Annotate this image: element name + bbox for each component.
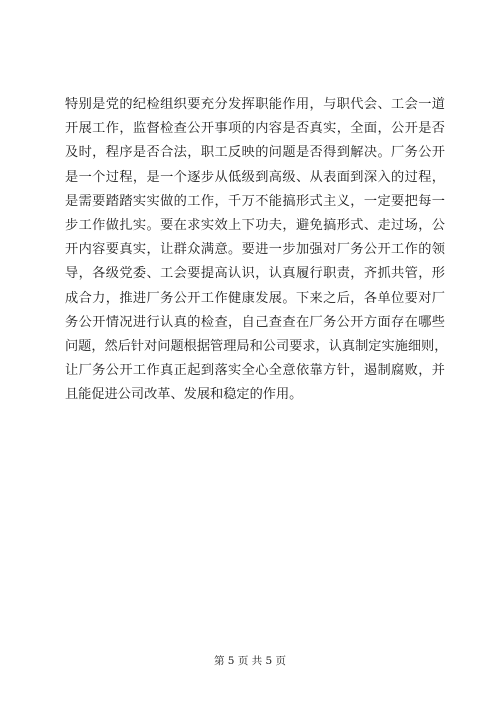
page-number-footer: 第 5 页 共 5 页 xyxy=(213,655,287,667)
text-line: 开内容要真实，让群众满意。要进一步加强对厂务公开工作的领 xyxy=(65,242,445,258)
text-line: 成合力，推进厂务公开工作健康发展。下来之后，各单位要对厂 xyxy=(65,290,445,306)
text-line: 开展工作，监督检查公开事项的内容是否真实，全面，公开是否 xyxy=(65,121,445,137)
text-line-last: 且能促进公司改革、发展和稳定的作用。 xyxy=(65,387,303,403)
text-line: 问题，然后针对问题根据管理局和公司要求，认真制定实施细则， xyxy=(65,338,448,354)
text-line: 让厂务公开工作真正起到落实全心全意依靠方针，遏制腐败，并 xyxy=(65,363,445,379)
text-line: 步工作做扎实。要在求实效上下功夫，避免搞形式、走过场，公 xyxy=(65,217,445,233)
text-line: 特别是党的纪检组织要充分发挥职能作用，与职代会、工会一道 xyxy=(65,97,445,112)
text-line: 导，各级党委、工会要提高认识，认真履行职责，齐抓共管，形 xyxy=(65,266,445,282)
text-line: 是一个过程，是一个逐步从低级到高级、从表面到深入的过程， xyxy=(65,169,445,185)
text-line: 务公开情况进行认真的检查，自己查查在厂务公开方面存在哪些 xyxy=(65,314,445,330)
text-line: 及时，程序是否合法，职工反映的问题是否得到解决。厂务公开 xyxy=(65,145,445,161)
body-paragraph xyxy=(65,93,448,407)
text-line: 是需要踏踏实实做的工作，千万不能搞形式主义，一定要把每一 xyxy=(65,193,445,209)
